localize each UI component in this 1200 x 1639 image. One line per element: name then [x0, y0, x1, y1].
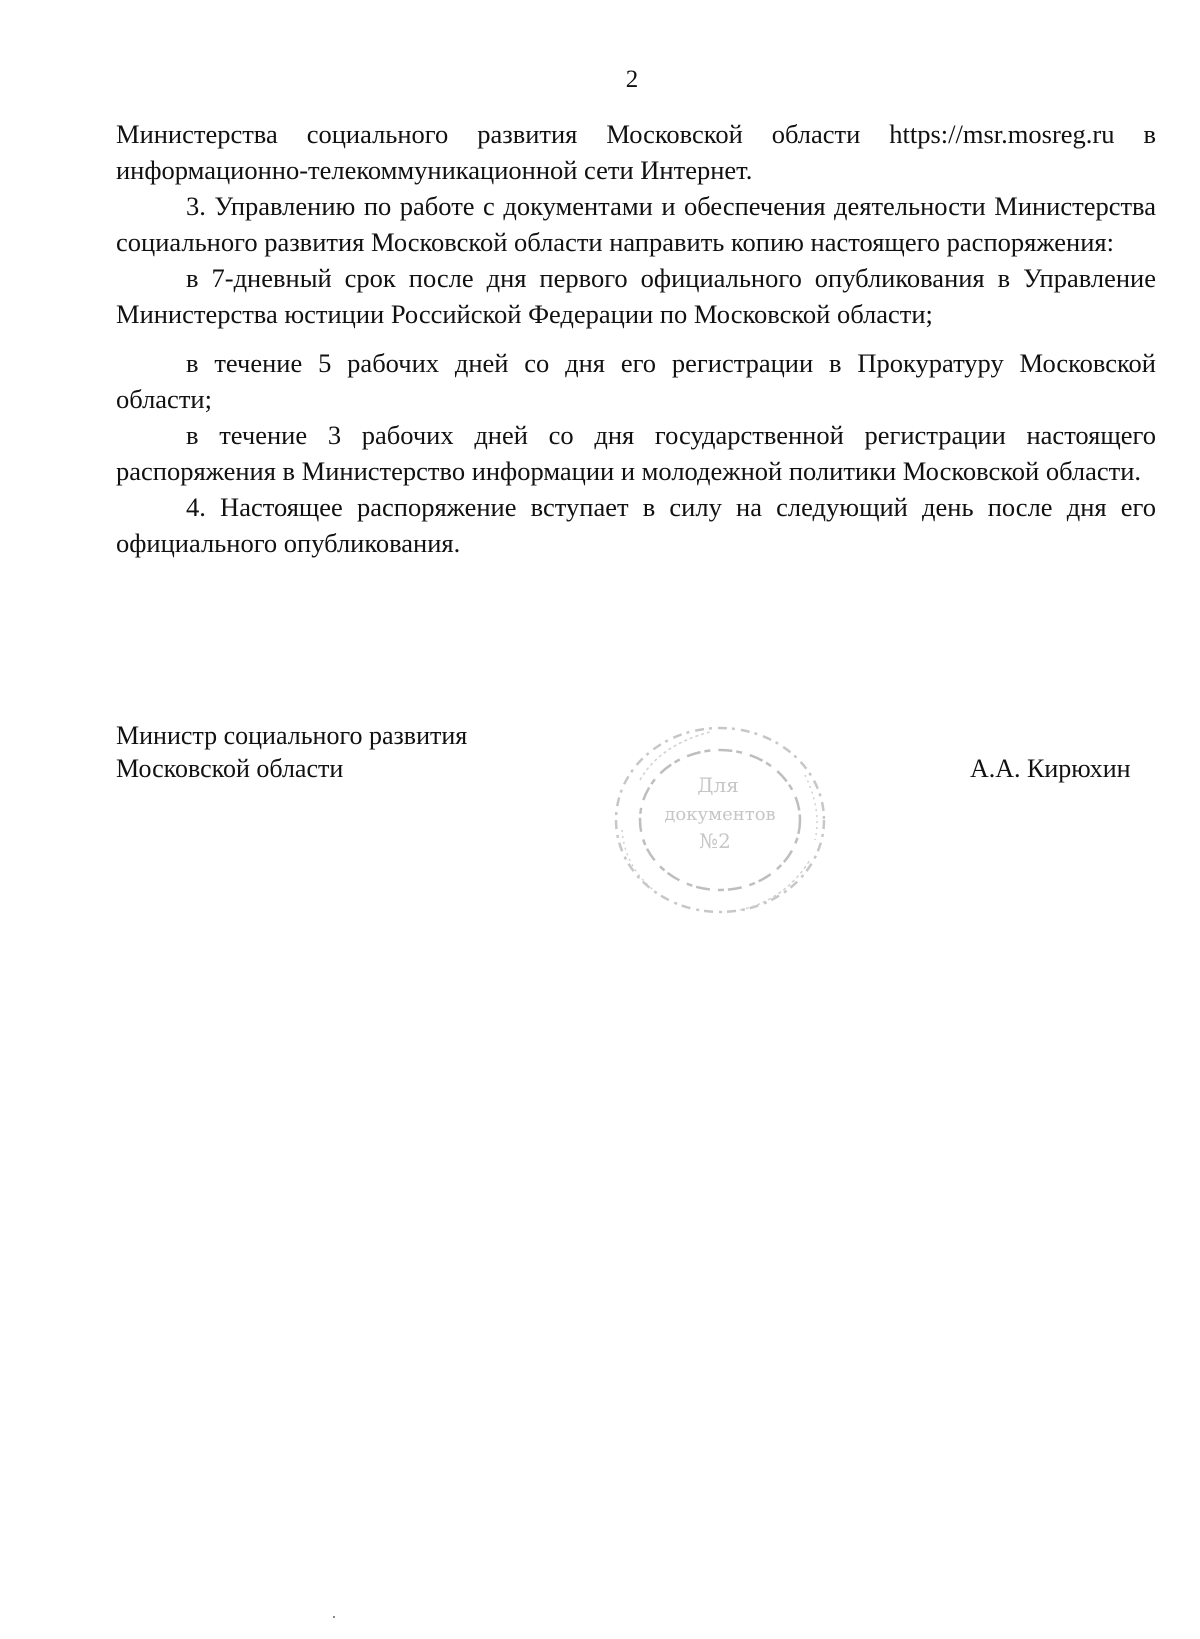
stamp-inner-text-2: документов: [664, 804, 776, 825]
paragraph-continuation: Министерства социального развития Московской области https://msr.mosreg.ru в информационно-телекоммуникационной сети Интернет.: [116, 119, 1156, 185]
signatory-title-line-2: Московской области: [116, 754, 344, 783]
stamp-inner-text-3: №2: [699, 829, 731, 853]
stamp-inner-text-1: Для: [697, 773, 739, 797]
paragraph-subitem-information-ministry: в течение 3 рабочих дней со дня государственной регистрации настоящего распоряжения в Министерство информации и молодежной политики Московской области.: [116, 420, 1156, 486]
paragraph-item-4: 4. Настоящее распоряжение вступает в силу на следующий день после дня его официального опубликования.: [116, 492, 1156, 558]
signatory-title: [116, 719, 467, 785]
stamp-seal-icon: [600, 720, 840, 930]
page-number: 2: [625, 66, 639, 93]
paragraph-subitem-prosecutor: в течение 5 рабочих дней со дня его регистрации в Прокуратуру Московской области;: [116, 348, 1156, 414]
document-body: [116, 116, 1156, 561]
scan-speck: [333, 1616, 335, 1618]
paragraph-subitem-justice: в 7-дневный срок после дня первого официального опубликования в Управление Министерства юстиции Российской Федерации по Московской области;: [116, 263, 1156, 329]
official-stamp: [600, 720, 840, 930]
signatory-title-line-1: Министр социального развития: [116, 721, 468, 750]
paragraph-item-3: 3. Управлению по работе с документами и обеспечения деятельности Министерства социального развития Московской области направить копию настоящего распоряжения:: [116, 191, 1156, 257]
signatory-name: А.А. Кирюхин: [970, 754, 1131, 783]
